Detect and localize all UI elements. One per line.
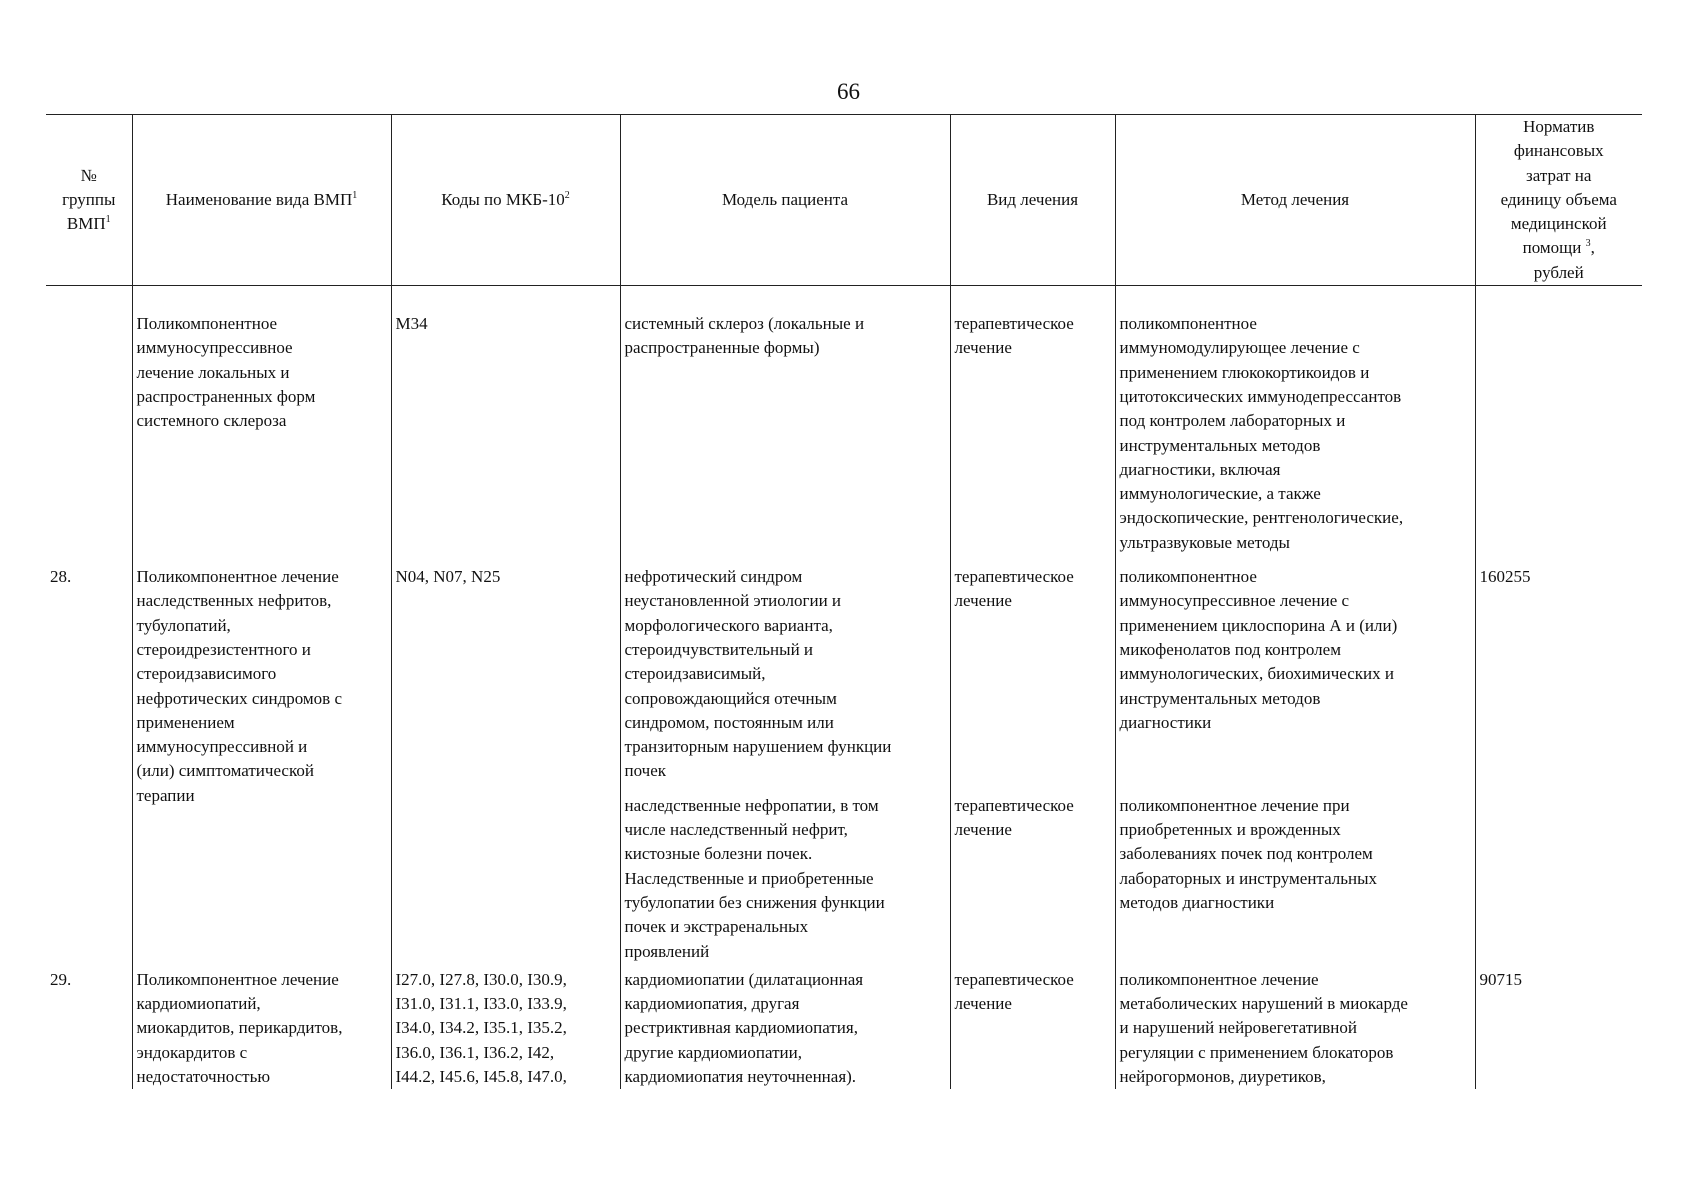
cell-model: наследственные нефропатии, в том числе наследственный нефрит, кистозные болезни почек. Наследственные и приобретенные тубулопатии без снижения функции почек и экстраренальных проявлений [620, 784, 950, 964]
cell-cost [1475, 286, 1642, 555]
page-number: 66 [837, 79, 860, 104]
cell-treatment-type: терапевтическое лечение [950, 286, 1115, 555]
cell-method: поликомпонентное иммуносупрессивное лечение с применением циклоспорина А и (или) микофенолатов под контролем иммунологических, биохимических и инструментальных методов диагностики [1115, 555, 1475, 784]
cell-name: Поликомпонентное лечение наследственных нефритов, тубулопатий, стероидрезистентного и стероидзависимого нефротических синдромов с применением иммуносупрессивной и (или) симптоматической терапии [132, 555, 391, 964]
cell-treatment-type: терапевтическое лечение [950, 555, 1115, 784]
header-name: Наименование вида ВМП$^1$ [132, 115, 391, 286]
cell-cost: 160255 [1475, 555, 1642, 964]
vmp-table [46, 114, 1642, 1089]
cell-method: поликомпонентное лечение при приобретенных и врожденных заболеваниях почек под контролем лабораторных и инструментальных методов диагностики [1115, 784, 1475, 964]
cell-cost: 90715 [1475, 964, 1642, 1089]
cell-model: кардиомиопатии (дилатационная кардиомиопатия, другая рестриктивная кардиомиопатия, другие кардиомиопатии, кардиомиопатия неуточненная). [620, 964, 950, 1089]
cell-method: поликомпонентное лечение метаболических нарушений в миокарде и нарушений нейровегетативной регуляции с применением блокаторов нейрогормонов, диуретиков, [1115, 964, 1475, 1089]
cell-codes: M34 [391, 286, 620, 555]
cell-model: нефротический синдром неустановленной этиологии и морфологического варианта, стероидчувствительный и стероидзависимый, сопровождающийся отечным синдромом, постоянным или транзиторным нарушением функции почек [620, 555, 950, 784]
cell-model: системный склероз (локальные и распространенные формы) [620, 286, 950, 555]
cell-name: Поликомпонентное лечение кардиомиопатий, миокардитов, перикардитов, эндокардитов с недостаточностью [132, 964, 391, 1089]
header-model: Модель пациента [620, 115, 950, 286]
header-row [46, 115, 1642, 286]
table-row [46, 286, 1642, 555]
header-codes: Коды по МКБ-$10^2$ [391, 115, 620, 286]
cell-name: Поликомпонентное иммуносупрессивное лечение локальных и распространенных форм системного склероза [132, 286, 391, 555]
cell-codes: I27.0, I27.8, I30.0, I30.9, I31.0, I31.1, I33.0, I33.9, I34.0, I34.2, I35.1, I35.2, I36.0, I36.1, I36.2, I42, I44.2, I45.6, I45.8, I47.0, [391, 964, 620, 1089]
cell-group-no: 29. [46, 964, 132, 1089]
header-cost: Норматив финансовых затрат на единицу объема медицинской помощи $^3$, рублей [1475, 115, 1642, 286]
cell-treatment-type: терапевтическое лечение [950, 964, 1115, 1089]
table-row [46, 964, 1642, 1089]
cell-method: поликомпонентное иммуномодулирующее лечение с применением глюкокортикоидов и цитотоксических иммунодепрессантов под контролем лабораторных и инструментальных методов диагностики, включая иммунологические, а также эндоскопические, рентгенологические, ультразвуковые методы [1115, 286, 1475, 555]
header-treatment-type: Вид лечения [950, 115, 1115, 286]
header-group-no: № группы ВМП$^1$ [46, 115, 132, 286]
header-method: Метод лечения [1115, 115, 1475, 286]
cell-codes: N04, N07, N25 [391, 555, 620, 964]
cell-group-no [46, 286, 132, 555]
table-row [46, 555, 1642, 784]
cell-group-no: 28. [46, 555, 132, 964]
cell-treatment-type: терапевтическое лечение [950, 784, 1115, 964]
